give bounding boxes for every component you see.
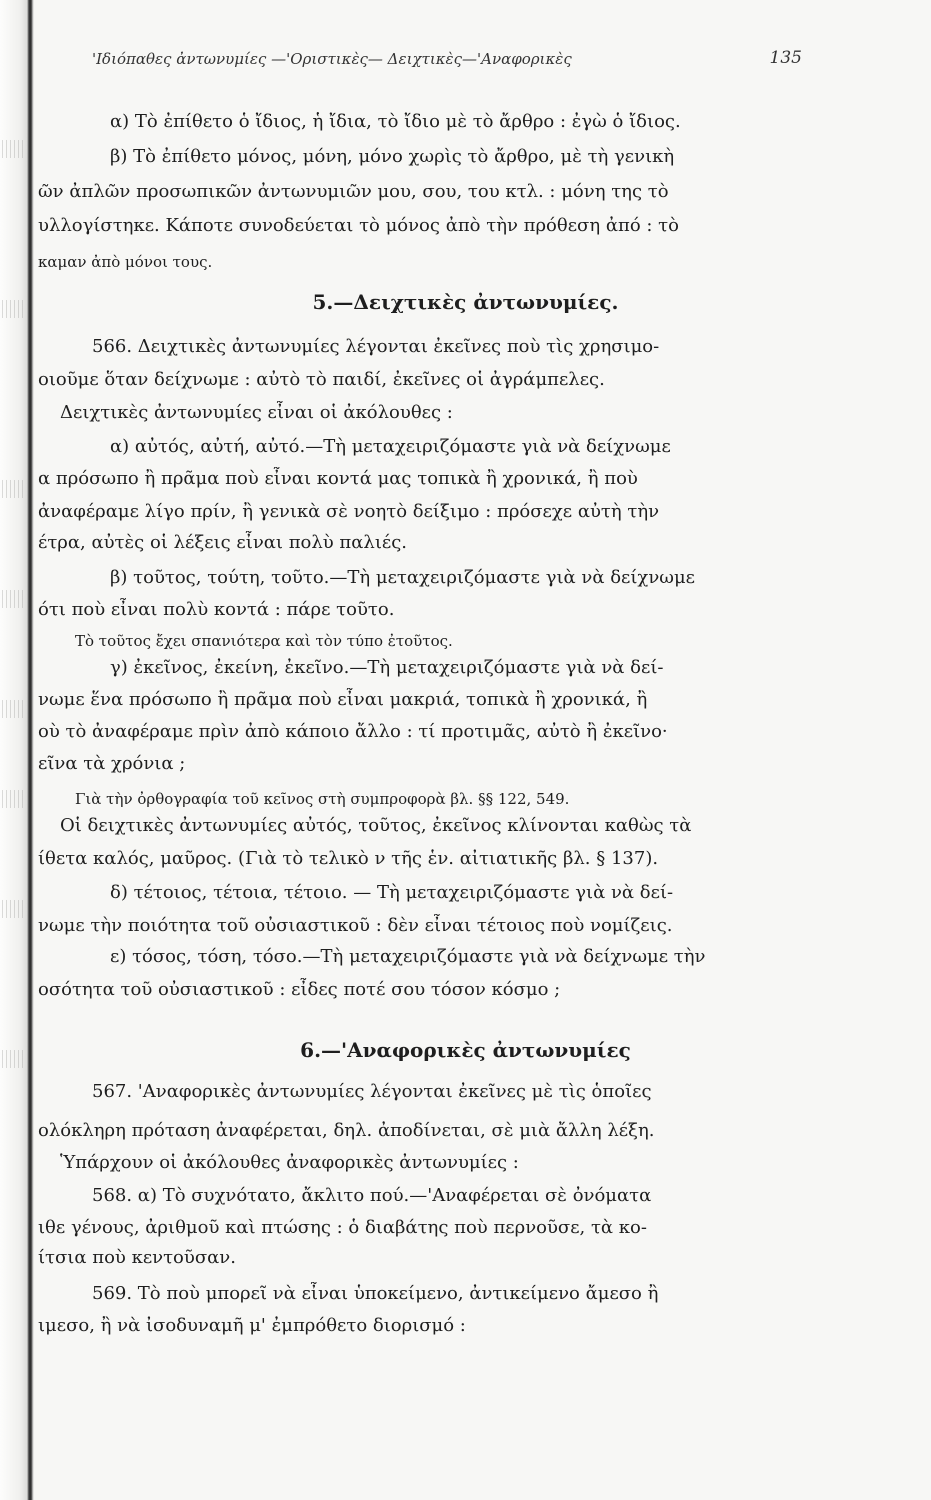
- text-line: οὺ τὸ ἀναφέραμε πρὶν ἀπὸ κάποιο ἄλλο : τί προτιμᾶς, αὐτὸ ἢ ἐκεῖνο·: [38, 721, 668, 742]
- text-line: έτρα, αὐτὲς οἱ λέξεις εἶναι πολὺ παλιές.: [38, 532, 408, 553]
- bleed-mark: [2, 590, 24, 608]
- text-line: εῖνα τὰ χρόνια ;: [38, 753, 186, 774]
- text-line: ιθε γένους, ἀριθμοῦ καὶ πτώσης : ὁ διαβάτης ποὺ περνοῦσε, τὰ κο-: [38, 1217, 647, 1238]
- text-line: ῶν ἀπλῶν προσωπικῶν ἀντωνυμιῶν μου, σου, του κτλ. : μόνη της τὸ: [38, 181, 669, 202]
- text-line: καμαν ἀπὸ μόνοι τους.: [38, 253, 213, 271]
- text-line: δ) τέτοιος, τέτοια, τέτοιο. — Τὴ μεταχειριζόμαστε γιὰ νὰ δεί-: [110, 882, 674, 903]
- text-line: Τὸ τοῦτος ἔχει σπανιότερα καὶ τὸν τύπο ἐτοῦτος.: [75, 632, 453, 650]
- text-line: α) Τὸ ἐπίθετο ὁ ἴδιος, ἡ ἴδια, τὸ ἴδιο μὲ τὸ ἄρθρο : ἐγὼ ὁ ἴδιος.: [110, 111, 681, 132]
- text-line: 569. Τὸ ποὺ μπορεῖ νὰ εἶναι ὑποκείμενο, ἀντικείμενο ἄμεσο ἢ: [92, 1283, 659, 1304]
- text-line: γ) ἐκεῖνος, ἐκείνη, ἐκεῖνο.—Τὴ μεταχειριζόμαστε γιὰ νὰ δεί-: [110, 657, 664, 678]
- running-head-title: 'Ιδιόπαθες ἀντωνυμίες —'Οριστικὲς— Δειχτικὲς—'Αναφορικὲς: [92, 50, 572, 68]
- page-number: 135: [769, 48, 802, 68]
- bleed-mark: [2, 140, 24, 158]
- text-line: α) αὐτός, αὐτή, αὐτό.—Τὴ μεταχειριζόμαστε γιὰ νὰ δείχνωμε: [110, 436, 671, 457]
- bleed-mark: [2, 480, 24, 498]
- text-line: Οἱ δειχτικὲς ἀντωνυμίες αὐτός, τοῦτος, ἐκεῖνος κλίνονται καθὼς τὰ: [60, 815, 692, 836]
- text-line: ότι ποὺ εἶναι πολὺ κοντά : πάρε τοῦτο.: [38, 599, 395, 620]
- text-line: ολόκληρη πρόταση ἀναφέρεται, δηλ. ἀποδίνεται, σὲ μιὰ ἄλλη λέξη.: [38, 1120, 655, 1141]
- text-line: Ὑπάρχουν οἱ ἀκόλουθες ἀναφορικὲς ἀντωνυμίες :: [60, 1152, 519, 1173]
- text-line: νωμε τὴν ποιότητα τοῦ οὐσιαστικοῦ : δὲν εἶναι τέτοιος ποὺ νομίζεις.: [38, 915, 673, 936]
- running-head: [92, 50, 802, 74]
- text-line: οσότητα τοῦ οὐσιαστικοῦ : εἶδες ποτέ σου τόσον κόσμο ;: [38, 979, 561, 1000]
- section-heading-5: 5.—Δειχτικὲς ἀντωνυμίες.: [312, 290, 619, 314]
- text-line: υλλογίστηκε. Κάποτε συνοδεύεται τὸ μόνος ἀπὸ τὴν πρόθεση ἀπό : τὸ: [38, 215, 679, 236]
- text-line: β) τοῦτος, τούτη, τοῦτο.—Τὴ μεταχειριζόμαστε γιὰ νὰ δείχνωμε: [110, 567, 695, 588]
- text-line: α πρόσωπο ἢ πρᾶμα ποὺ εἶναι κοντά μας τοπικὰ ἢ χρονικά, ἢ ποὺ: [38, 468, 638, 489]
- text-line: ε) τόσος, τόση, τόσο.—Τὴ μεταχειριζόμαστε γιὰ νὰ δείχνωμε τὴν: [110, 946, 706, 967]
- text-line: 567. 'Αναφορικὲς ἀντωνυμίες λέγονται ἐκεῖνες μὲ τὶς ὁποῖες: [92, 1081, 652, 1102]
- text-line: β) Τὸ ἐπίθετο μόνος, μόνη, μόνο χωρὶς τὸ ἄρθρο, μὲ τὴ γενικὴ: [110, 146, 675, 167]
- text-line: ίθετα καλός, μαῦρος. (Γιὰ τὸ τελικὸ ν τῆς ἑν. αἰτιατικῆς βλ. § 137).: [38, 848, 659, 869]
- text-line: 568. α) Τὸ συχνότατο, ἄκλιτο πού.—'Αναφέρεται σὲ ὀνόματα: [92, 1185, 652, 1206]
- text-line: ίτσια ποὺ κεντοῦσαν.: [38, 1247, 236, 1268]
- text-line: ιμεσο, ἢ νὰ ἰσοδυναμῆ μ' ἐμπρόθετο διορισμό :: [38, 1315, 466, 1336]
- bleed-mark: [2, 790, 24, 808]
- text-line: οιοῦμε ὅταν δείχνωμε : αὐτὸ τὸ παιδί, ἐκεῖνες οἱ ἀγράμπελες.: [38, 369, 605, 390]
- text-line: 566. Δειχτικὲς ἀντωνυμίες λέγονται ἐκεῖνες ποὺ τὶς χρησιμο-: [92, 336, 660, 357]
- text-line: ἀναφέραμε λίγο πρίν, ἢ γενικὰ σὲ νοητὸ δείξιμο : πρόσεχε αὐτὴ τὴν: [38, 501, 660, 522]
- section-heading-6: 6.—'Αναφορικὲς ἀντωνυμίες: [300, 1038, 631, 1062]
- text-line: Γιὰ τὴν ὀρθογραφία τοῦ κεῖνος στὴ συμπροφορὰ βλ. §§ 122, 549.: [75, 790, 570, 808]
- binding-gutter: [0, 0, 34, 1500]
- bleed-mark: [2, 700, 24, 718]
- bleed-mark: [2, 900, 24, 918]
- text-line: Δειχτικὲς ἀντωνυμίες εἶναι οἱ ἀκόλουθες :: [60, 402, 453, 423]
- text-line: νωμε ἕνα πρόσωπο ἢ πρᾶμα ποὺ εἶναι μακριά, τοπικὰ ἢ χρονικά, ἢ: [38, 689, 648, 710]
